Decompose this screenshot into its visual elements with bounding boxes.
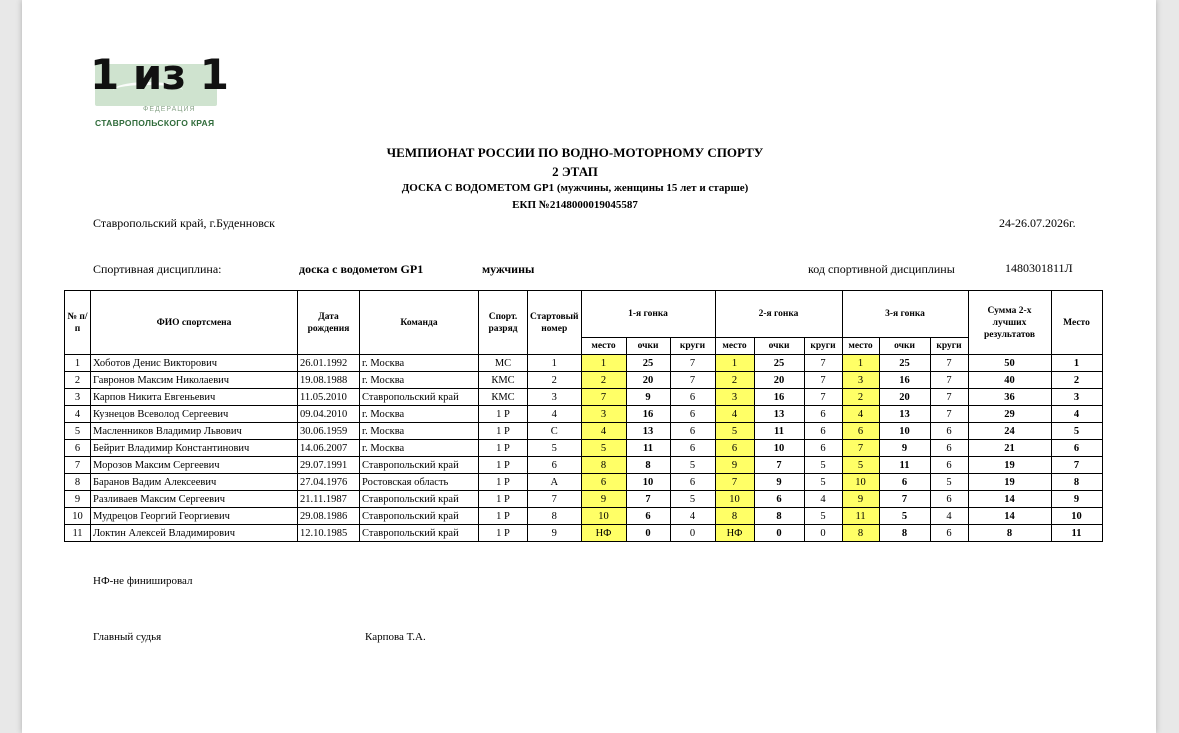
cell-birth: 27.04.1976 bbox=[298, 474, 360, 491]
cell-place: 2 bbox=[1051, 372, 1102, 389]
dates: 24-26.07.2026г. bbox=[999, 216, 1076, 230]
cell-race1-points: 11 bbox=[626, 440, 670, 457]
cell-race3-laps: 6 bbox=[930, 491, 968, 508]
cell-num: 10 bbox=[65, 508, 91, 525]
cell-birth: 29.08.1986 bbox=[298, 508, 360, 525]
table-row bbox=[65, 474, 1103, 491]
cell-place: 3 bbox=[1051, 389, 1102, 406]
cell-race1-points: 7 bbox=[626, 491, 670, 508]
cell-race3-place: 8 bbox=[842, 525, 879, 542]
cell-race3-points: 20 bbox=[879, 389, 930, 406]
header-race3: 3-я гонка bbox=[842, 291, 968, 338]
cell-place: 8 bbox=[1051, 474, 1102, 491]
table-row bbox=[65, 355, 1103, 372]
subheader-place: место bbox=[715, 338, 754, 355]
cell-sum: 21 bbox=[968, 440, 1051, 457]
cell-race2-laps: 0 bbox=[804, 525, 842, 542]
cell-name: Мудрецов Георгий Георгиевич bbox=[91, 508, 298, 525]
cell-sum: 8 bbox=[968, 525, 1051, 542]
cell-race2-place: 2 bbox=[715, 372, 754, 389]
cell-name: Морозов Максим Сергеевич bbox=[91, 457, 298, 474]
cell-race3-place: 7 bbox=[842, 440, 879, 457]
cell-race1-points: 16 bbox=[626, 406, 670, 423]
header-start: Стартовый номер bbox=[528, 291, 582, 355]
code-value: 1480301811Л bbox=[1005, 261, 1073, 275]
cell-race2-points: 8 bbox=[754, 508, 804, 525]
cell-team: Ставропольский край bbox=[360, 525, 479, 542]
cell-birth: 12.10.1985 bbox=[298, 525, 360, 542]
cell-start: А bbox=[528, 474, 582, 491]
cell-race1-laps: 5 bbox=[670, 491, 715, 508]
header-race1: 1-я гонка bbox=[581, 291, 715, 338]
cell-race1-place: 1 bbox=[581, 355, 626, 372]
table-row bbox=[65, 372, 1103, 389]
cell-race1-points: 0 bbox=[626, 525, 670, 542]
cell-sum: 19 bbox=[968, 474, 1051, 491]
cell-race3-place: 9 bbox=[842, 491, 879, 508]
cell-num: 2 bbox=[65, 372, 91, 389]
cell-team: г. Москва bbox=[360, 406, 479, 423]
cell-name: Масленников Владимир Львович bbox=[91, 423, 298, 440]
cell-num: 8 bbox=[65, 474, 91, 491]
cell-name: Карпов Никита Евгеньевич bbox=[91, 389, 298, 406]
cell-start: 6 bbox=[528, 457, 582, 474]
cell-race1-place: 3 bbox=[581, 406, 626, 423]
cell-team: Ставропольский край bbox=[360, 508, 479, 525]
cell-race2-laps: 6 bbox=[804, 440, 842, 457]
cell-sum: 19 bbox=[968, 457, 1051, 474]
discipline-title: ДОСКА С ВОДОМЕТОМ GP1 (мужчины, женщины 15 лет и старше) bbox=[401, 182, 749, 194]
cell-race1-laps: 0 bbox=[670, 525, 715, 542]
discipline-value: доска с водометом GP1 bbox=[299, 262, 424, 276]
cell-race1-laps: 7 bbox=[670, 355, 715, 372]
subheader-place: место bbox=[842, 338, 879, 355]
cell-race2-laps: 5 bbox=[804, 508, 842, 525]
dnf-note: НФ-не финишировал bbox=[93, 575, 193, 587]
cell-race1-place: 7 bbox=[581, 389, 626, 406]
subheader-laps: круги bbox=[670, 338, 715, 355]
cell-race2-laps: 6 bbox=[804, 423, 842, 440]
cell-name: Кузнецов Всеволод Сергеевич bbox=[91, 406, 298, 423]
cell-race1-points: 10 bbox=[626, 474, 670, 491]
cell-race3-points: 13 bbox=[879, 406, 930, 423]
cell-sum: 14 bbox=[968, 491, 1051, 508]
cell-rank: 1 Р bbox=[479, 491, 528, 508]
cell-start: 9 bbox=[528, 525, 582, 542]
subheader-points: очки bbox=[879, 338, 930, 355]
cell-team: г. Москва bbox=[360, 423, 479, 440]
cell-name: Гавронов Максим Николаевич bbox=[91, 372, 298, 389]
cell-name: Хоботов Денис Викторович bbox=[91, 355, 298, 372]
cell-race1-laps: 6 bbox=[670, 389, 715, 406]
cell-sum: 14 bbox=[968, 508, 1051, 525]
cell-race3-laps: 7 bbox=[930, 406, 968, 423]
cell-birth: 30.06.1959 bbox=[298, 423, 360, 440]
cell-rank: 1 Р bbox=[479, 457, 528, 474]
cell-race2-laps: 7 bbox=[804, 355, 842, 372]
cell-race2-points: 6 bbox=[754, 491, 804, 508]
cell-start: 2 bbox=[528, 372, 582, 389]
cell-place: 9 bbox=[1051, 491, 1102, 508]
cell-start: 3 bbox=[528, 389, 582, 406]
cell-birth: 11.05.2010 bbox=[298, 389, 360, 406]
cell-race2-points: 11 bbox=[754, 423, 804, 440]
cell-sum: 36 bbox=[968, 389, 1051, 406]
cell-sum: 29 bbox=[968, 406, 1051, 423]
cell-race3-laps: 6 bbox=[930, 440, 968, 457]
cell-race2-laps: 7 bbox=[804, 372, 842, 389]
cell-race3-laps: 6 bbox=[930, 525, 968, 542]
cell-race3-place: 3 bbox=[842, 372, 879, 389]
cell-place: 5 bbox=[1051, 423, 1102, 440]
discipline-label: Спортивная дисциплина: bbox=[93, 262, 222, 276]
cell-race1-laps: 6 bbox=[670, 474, 715, 491]
cell-race3-points: 11 bbox=[879, 457, 930, 474]
cell-start: 1 bbox=[528, 355, 582, 372]
cell-race1-place: 2 bbox=[581, 372, 626, 389]
cell-race1-laps: 5 bbox=[670, 457, 715, 474]
cell-sum: 24 bbox=[968, 423, 1051, 440]
cell-birth: 26.01.1992 bbox=[298, 355, 360, 372]
cell-race2-points: 20 bbox=[754, 372, 804, 389]
cell-race3-laps: 7 bbox=[930, 372, 968, 389]
cell-race3-place: 2 bbox=[842, 389, 879, 406]
cell-team: Ставропольский край bbox=[360, 491, 479, 508]
table-row bbox=[65, 525, 1103, 542]
cell-race1-laps: 6 bbox=[670, 440, 715, 457]
gender: мужчины bbox=[482, 262, 535, 276]
cell-place: 6 bbox=[1051, 440, 1102, 457]
cell-race3-points: 6 bbox=[879, 474, 930, 491]
cell-place: 11 bbox=[1051, 525, 1102, 542]
code-label: код спортивной дисциплины bbox=[808, 262, 955, 276]
header-name: ФИО спортсмена bbox=[91, 291, 298, 355]
ekp-number: ЕКП №2148000019045587 bbox=[512, 199, 638, 211]
cell-race1-place: НФ bbox=[581, 525, 626, 542]
cell-race2-place: 8 bbox=[715, 508, 754, 525]
cell-start: 7 bbox=[528, 491, 582, 508]
table-row bbox=[65, 508, 1103, 525]
cell-race3-points: 5 bbox=[879, 508, 930, 525]
cell-start: 8 bbox=[528, 508, 582, 525]
header-place: Место bbox=[1051, 291, 1102, 355]
cell-sum: 50 bbox=[968, 355, 1051, 372]
cell-race3-place: 6 bbox=[842, 423, 879, 440]
subheader-points: очки bbox=[754, 338, 804, 355]
results-table bbox=[64, 290, 1103, 542]
cell-rank: 1 Р bbox=[479, 406, 528, 423]
cell-place: 1 bbox=[1051, 355, 1102, 372]
header-num: № п/п bbox=[65, 291, 91, 355]
cell-race3-laps: 6 bbox=[930, 423, 968, 440]
cell-birth: 19.08.1988 bbox=[298, 372, 360, 389]
cell-race2-laps: 5 bbox=[804, 457, 842, 474]
cell-rank: 1 Р bbox=[479, 423, 528, 440]
cell-race1-points: 8 bbox=[626, 457, 670, 474]
cell-team: г. Москва bbox=[360, 372, 479, 389]
cell-race3-place: 10 bbox=[842, 474, 879, 491]
cell-num: 7 bbox=[65, 457, 91, 474]
cell-race2-points: 16 bbox=[754, 389, 804, 406]
cell-race2-place: 9 bbox=[715, 457, 754, 474]
cell-race2-points: 9 bbox=[754, 474, 804, 491]
cell-birth: 29.07.1991 bbox=[298, 457, 360, 474]
cell-race1-points: 9 bbox=[626, 389, 670, 406]
cell-rank: КМС bbox=[479, 372, 528, 389]
cell-rank: 1 Р bbox=[479, 508, 528, 525]
document-title: ЧЕМПИОНАТ РОССИИ ПО ВОДНО-МОТОРНОМУ СПОРТУ bbox=[386, 145, 764, 160]
logo-region-text: СТАВРОПОЛЬСКОГО КРАЯ bbox=[95, 118, 215, 128]
cell-race3-laps: 4 bbox=[930, 508, 968, 525]
cell-race2-points: 25 bbox=[754, 355, 804, 372]
cell-place: 7 bbox=[1051, 457, 1102, 474]
page-counter: 1 из 1 bbox=[90, 50, 229, 99]
cell-num: 5 bbox=[65, 423, 91, 440]
cell-num: 3 bbox=[65, 389, 91, 406]
cell-race1-place: 6 bbox=[581, 474, 626, 491]
cell-rank: МС bbox=[479, 355, 528, 372]
cell-race1-laps: 4 bbox=[670, 508, 715, 525]
header-rank: Спорт. разряд bbox=[479, 291, 528, 355]
cell-race2-points: 10 bbox=[754, 440, 804, 457]
cell-team: Ставропольский край bbox=[360, 457, 479, 474]
cell-race1-points: 25 bbox=[626, 355, 670, 372]
cell-race3-points: 25 bbox=[879, 355, 930, 372]
cell-race2-laps: 5 bbox=[804, 474, 842, 491]
judge-label: Главный судья bbox=[93, 631, 162, 643]
stage-title: 2 ЭТАП bbox=[552, 164, 598, 179]
judge-name: Карпова Т.А. bbox=[365, 631, 426, 643]
subheader-laps: круги bbox=[930, 338, 968, 355]
cell-team: г. Москва bbox=[360, 355, 479, 372]
subheader-points: очки bbox=[626, 338, 670, 355]
cell-rank: 1 Р bbox=[479, 440, 528, 457]
cell-race2-place: 10 bbox=[715, 491, 754, 508]
cell-sum: 40 bbox=[968, 372, 1051, 389]
cell-rank: 1 Р bbox=[479, 474, 528, 491]
table-row bbox=[65, 491, 1103, 508]
subheader-laps: круги bbox=[804, 338, 842, 355]
cell-num: 4 bbox=[65, 406, 91, 423]
cell-race1-place: 4 bbox=[581, 423, 626, 440]
table-row bbox=[65, 440, 1103, 457]
cell-num: 9 bbox=[65, 491, 91, 508]
cell-race1-points: 20 bbox=[626, 372, 670, 389]
cell-race3-laps: 5 bbox=[930, 474, 968, 491]
cell-race2-points: 7 bbox=[754, 457, 804, 474]
cell-start: С bbox=[528, 423, 582, 440]
cell-race1-points: 13 bbox=[626, 423, 670, 440]
cell-race1-laps: 6 bbox=[670, 423, 715, 440]
cell-race3-laps: 6 bbox=[930, 457, 968, 474]
cell-race1-place: 8 bbox=[581, 457, 626, 474]
cell-race3-points: 7 bbox=[879, 491, 930, 508]
cell-race2-points: 13 bbox=[754, 406, 804, 423]
header-birth: Дата рождения bbox=[298, 291, 360, 355]
cell-place: 4 bbox=[1051, 406, 1102, 423]
cell-race2-place: 5 bbox=[715, 423, 754, 440]
header-race2: 2-я гонка bbox=[715, 291, 842, 338]
logo-federation-text: ФЕДЕРАЦИЯ bbox=[143, 106, 196, 113]
document-page bbox=[22, 0, 1156, 733]
table-row bbox=[65, 406, 1103, 423]
subheader-place: место bbox=[581, 338, 626, 355]
cell-race3-laps: 7 bbox=[930, 389, 968, 406]
cell-race3-points: 10 bbox=[879, 423, 930, 440]
cell-race1-laps: 7 bbox=[670, 372, 715, 389]
cell-birth: 14.06.2007 bbox=[298, 440, 360, 457]
cell-team: Ставропольский край bbox=[360, 389, 479, 406]
cell-race1-place: 9 bbox=[581, 491, 626, 508]
cell-race2-laps: 4 bbox=[804, 491, 842, 508]
table-row bbox=[65, 423, 1103, 440]
cell-race3-place: 4 bbox=[842, 406, 879, 423]
cell-race3-place: 11 bbox=[842, 508, 879, 525]
cell-race3-place: 1 bbox=[842, 355, 879, 372]
cell-num: 6 bbox=[65, 440, 91, 457]
cell-place: 10 bbox=[1051, 508, 1102, 525]
cell-race3-points: 9 bbox=[879, 440, 930, 457]
cell-birth: 21.11.1987 bbox=[298, 491, 360, 508]
cell-team: Ростовская область bbox=[360, 474, 479, 491]
cell-start: 5 bbox=[528, 440, 582, 457]
cell-rank: КМС bbox=[479, 389, 528, 406]
cell-num: 1 bbox=[65, 355, 91, 372]
cell-start: 4 bbox=[528, 406, 582, 423]
cell-race3-points: 8 bbox=[879, 525, 930, 542]
cell-num: 11 bbox=[65, 525, 91, 542]
cell-race1-laps: 6 bbox=[670, 406, 715, 423]
cell-race2-place: 3 bbox=[715, 389, 754, 406]
table-row bbox=[65, 457, 1103, 474]
cell-race2-points: 0 bbox=[754, 525, 804, 542]
cell-race2-laps: 6 bbox=[804, 406, 842, 423]
cell-team: г. Москва bbox=[360, 440, 479, 457]
cell-race2-place: 1 bbox=[715, 355, 754, 372]
cell-race2-place: 7 bbox=[715, 474, 754, 491]
cell-name: Бейрит Владимир Константинович bbox=[91, 440, 298, 457]
location: Ставропольский край, г.Буденновск bbox=[93, 216, 275, 230]
cell-rank: 1 Р bbox=[479, 525, 528, 542]
cell-race3-place: 5 bbox=[842, 457, 879, 474]
header-team: Команда bbox=[360, 291, 479, 355]
cell-race2-place: 6 bbox=[715, 440, 754, 457]
table-row bbox=[65, 389, 1103, 406]
header-sum: Сумма 2-х лучших результатов bbox=[968, 291, 1051, 355]
cell-race2-place: НФ bbox=[715, 525, 754, 542]
cell-race3-laps: 7 bbox=[930, 355, 968, 372]
cell-birth: 09.04.2010 bbox=[298, 406, 360, 423]
cell-race1-place: 5 bbox=[581, 440, 626, 457]
cell-name: Локтин Алексей Владимирович bbox=[91, 525, 298, 542]
cell-race2-laps: 7 bbox=[804, 389, 842, 406]
cell-race1-place: 10 bbox=[581, 508, 626, 525]
cell-race3-points: 16 bbox=[879, 372, 930, 389]
cell-name: Разливаев Максим Сергеевич bbox=[91, 491, 298, 508]
cell-race2-place: 4 bbox=[715, 406, 754, 423]
cell-name: Баранов Вадим Алексеевич bbox=[91, 474, 298, 491]
cell-race1-points: 6 bbox=[626, 508, 670, 525]
